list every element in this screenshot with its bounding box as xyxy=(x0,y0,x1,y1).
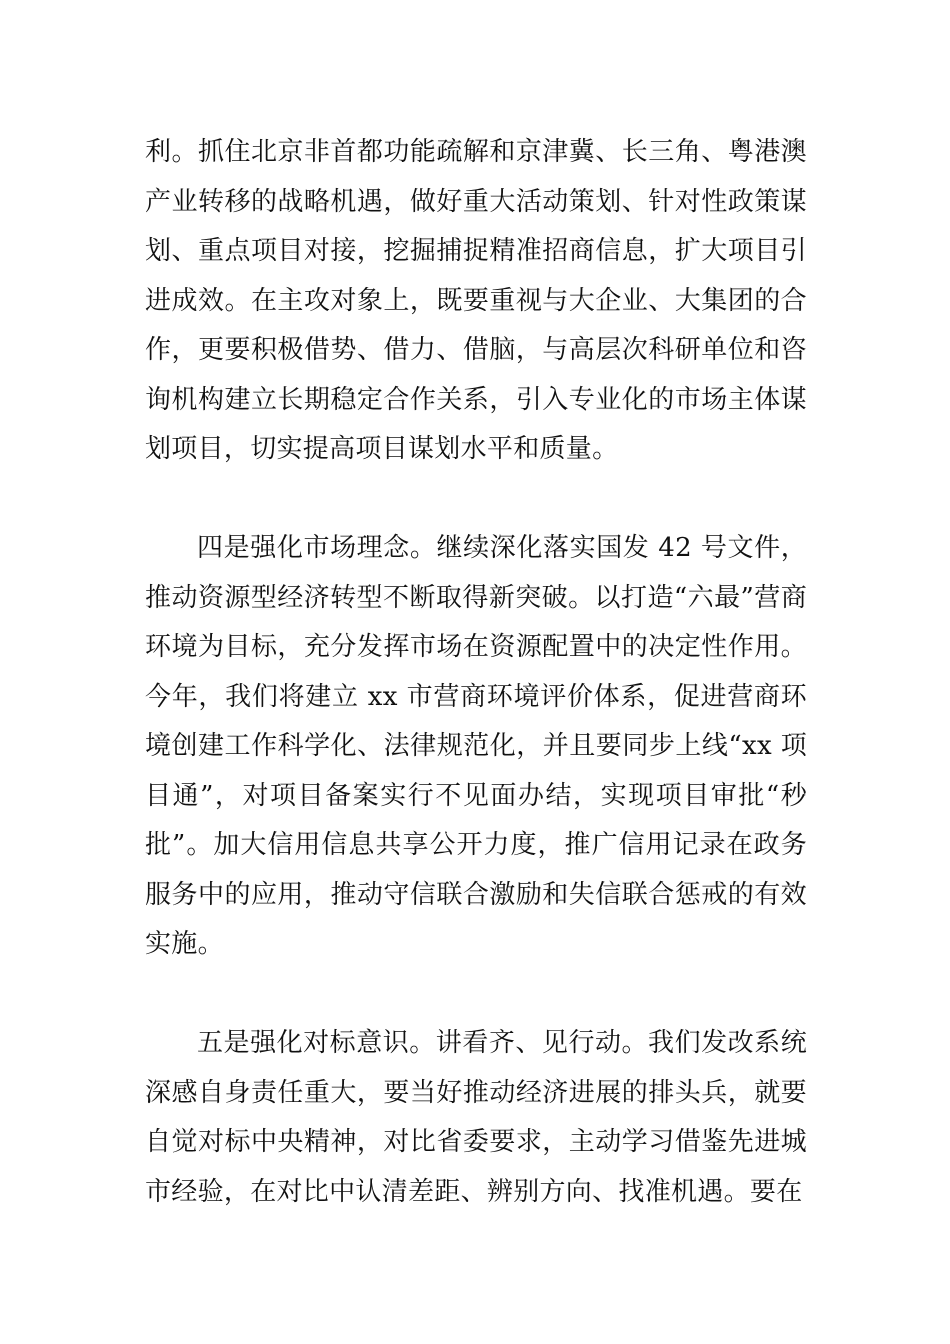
paragraph-market-concept: 四是强化市场理念。继续深化落实国发 42 号文件，推动资源型经济转型不断取得新突破。以打造“六最”营商环境为目标，充分发挥市场在资源配置中的决定性作用。今年，我们将建立 xx 市营商环境评价体系，促进营商环境创建工作科学化、法律规范化，并且要同步上线“xx 项目通”，对项目备案实行不见面办结，实现项目审批“秒批”。加大信用信息共享公开力度，推广信用记录在政务服务中的应用，推动守信联合激励和失信联合惩戒的有效实施。 xyxy=(145,533,807,959)
paragraph-benchmark-awareness: 五是强化对标意识。讲看齐、见行动。我们发改系统深感自身责任重大，要当好推动经济进展的排头兵，就要自觉对标中央精神，对比省委要求，主动学习借鉴先进城市经验，在对比中认清差距、辨别方向、找准机遇。要在 xyxy=(145,1028,807,1207)
paragraph-continuation: 利。抓住北京非首都功能疏解和京津冀、长三角、粤港澳产业转移的战略机遇，做好重大活动策划、针对性政策谋划、重点项目对接，挖掘捕捉精准招商信息，扩大项目引进成效。在主攻对象上，既要重视与大企业、大集团的合作，更要积极借势、借力、借脑，与高层次科研单位和咨询机构建立长期稳定合作关系，引入专业化的市场主体谋划项目，切实提高项目谋划水平和质量。 xyxy=(145,137,807,464)
